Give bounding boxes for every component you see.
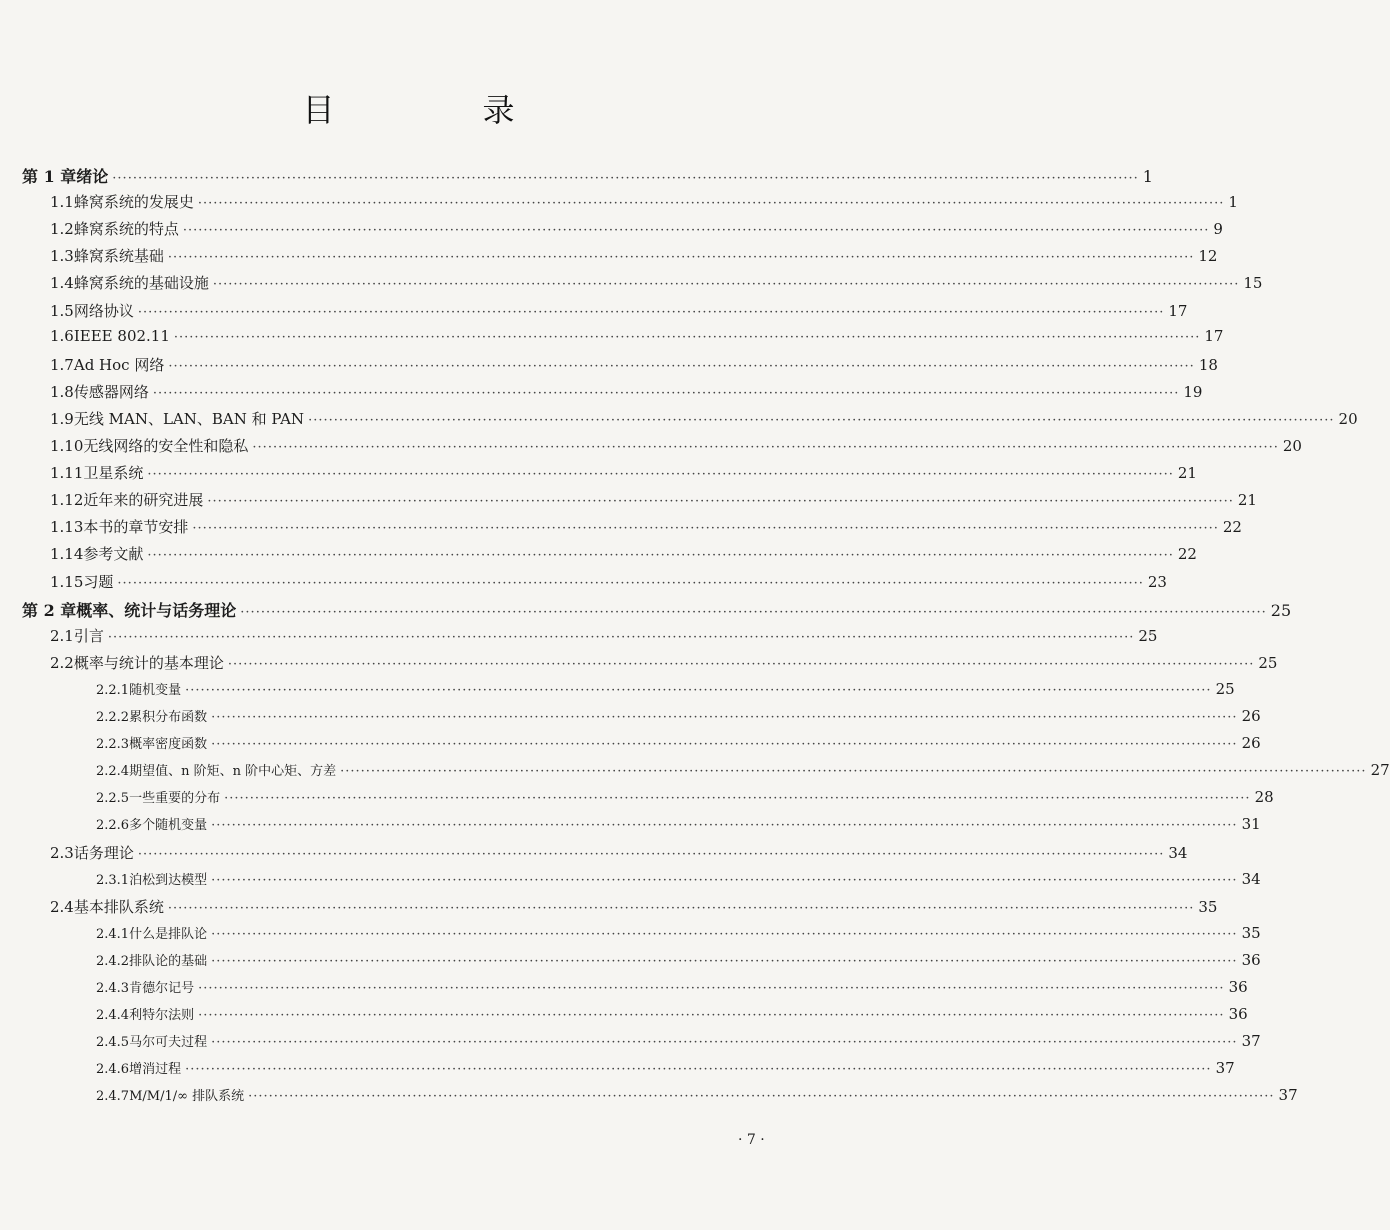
toc-entry-number: 2.4.4: [96, 1008, 130, 1024]
toc-entry-title: 随机变量: [129, 682, 182, 698]
toc-entry-page: 20: [1282, 437, 1302, 455]
toc-leader-dots: ········································································································································································································: [252, 440, 1279, 455]
toc-entry: [0, 191, 1238, 218]
toc-entry-number: 2.2.1: [96, 682, 130, 698]
toc-leader-dots: ········································································································································································································: [211, 1035, 1238, 1051]
toc-entry-title: 利特尔法则: [129, 1008, 195, 1024]
toc-entry-page: 20: [1338, 409, 1358, 428]
toc-entry-title: 蜂窝系统的特点: [73, 220, 179, 239]
toc-entry-page: 23: [1147, 572, 1167, 591]
toc-entry: [0, 272, 1263, 299]
toc-entry: [0, 543, 1197, 570]
toc-entry-number: 2.4.3: [96, 981, 130, 996]
toc-entry-page: 22: [1177, 545, 1197, 564]
toc-entry: [0, 679, 1235, 706]
toc-entry-title: 卫星系统: [83, 464, 144, 483]
toc-entry: [0, 300, 1188, 327]
toc-entry-title: 绪论: [76, 167, 109, 186]
toc-entry-title: Ad Hoc 网络: [73, 355, 165, 374]
toc-leader-dots: ········································································································································································································: [185, 1062, 1212, 1078]
toc-entry-title: 马尔可夫过程: [129, 1035, 208, 1051]
toc-entry: [0, 571, 1167, 598]
page-number: · 7 ·: [738, 1132, 765, 1148]
toc-leader-dots: ········································································································································································································: [197, 196, 1225, 212]
toc-entry-number: 1.9: [50, 409, 74, 428]
toc-entry: [0, 787, 1274, 814]
toc-leader-dots: ········································································································································································································: [308, 412, 1335, 428]
toc-entry: [0, 164, 1153, 191]
toc-entry-page: 1: [1228, 193, 1238, 212]
toc-entry-title: 肯德尔记号: [129, 981, 195, 996]
toc-leader-dots: ········································································································································································································: [168, 358, 1195, 374]
toc-leader-dots: ········································································································································································································: [152, 385, 1180, 401]
toc-entry-page: 26: [1241, 707, 1261, 725]
toc-entry-title: 本书的章节安排: [83, 518, 189, 537]
toc-entry-title: 期望值、n 阶矩、n 阶中心矩、方差: [129, 764, 337, 780]
toc-entry-number: 2.3: [50, 843, 74, 862]
toc-leader-dots: ········································································································································································································: [211, 872, 1238, 888]
toc-entry-page: 1: [1142, 167, 1153, 186]
toc-entry-page: 37: [1241, 1032, 1261, 1051]
toc-entry: [0, 435, 1302, 462]
toc-entry-page: 19: [1183, 382, 1203, 401]
toc-entry-page: 34: [1168, 843, 1188, 862]
toc-entry-number: 2.4.7: [96, 1089, 130, 1105]
toc-leader-dots: ········································································································································································································: [117, 575, 1144, 591]
toc-leader-dots: ········································································································································································································: [248, 1089, 1275, 1105]
toc-entry: [0, 1031, 1261, 1058]
toc-entry-page: 31: [1241, 815, 1261, 834]
toc-entry-title: 无线网络的安全性和隐私: [83, 437, 249, 455]
toc-entry: [0, 489, 1257, 516]
toc-entry-page: 34: [1241, 869, 1261, 888]
toc-entry: [0, 896, 1218, 923]
toc-entry-number: 2.2.4: [96, 764, 130, 780]
toc-entry-number: 1.12: [50, 491, 84, 510]
toc-leader-dots: ········································································································································································································: [212, 277, 1240, 293]
toc-entry-title: 累积分布函数: [129, 710, 208, 725]
toc-entry: [0, 245, 1218, 272]
toc-entry-title: 概率、统计与话务理论: [76, 600, 237, 620]
toc-entry: [0, 516, 1242, 543]
toc-entry-page: 21: [1177, 464, 1197, 483]
toc-leader-dots: ········································································································································································································: [211, 737, 1238, 753]
toc-leader-dots: ········································································································································································································: [211, 926, 1238, 942]
toc-entry: [0, 923, 1261, 950]
toc-entry-title: 概率与统计的基本理论: [73, 653, 224, 672]
toc-entry: [0, 354, 1218, 381]
toc-entry-number: 1.13: [50, 518, 84, 537]
toc-entry: [0, 733, 1261, 760]
toc-entry-number: 1.11: [50, 464, 84, 483]
toc-entry: [0, 462, 1197, 489]
toc-entry-title: 蜂窝系统的发展史: [73, 193, 194, 212]
toc-entry-page: 25: [1138, 626, 1158, 645]
toc-leader-dots: ········································································································································································································: [240, 604, 1267, 620]
toc-leader-dots: ········································································································································································································: [137, 304, 1165, 320]
toc-entry: [0, 950, 1261, 977]
toc-leader-dots: ········································································································································································································: [147, 467, 1174, 483]
toc-entry-title: 蜂窝系统基础: [73, 247, 164, 266]
toc-entry-title: 排队论的基础: [129, 953, 208, 969]
toc-entry-number: 1.15: [50, 572, 84, 591]
toc-leader-dots: ········································································································································································································: [207, 494, 1234, 510]
toc-entry-number: 1.7: [50, 355, 74, 374]
toc-entry-title: 泊松到达模型: [129, 872, 208, 888]
toc-leader-dots: ········································································································································································································: [198, 981, 1225, 996]
toc-entry-number: 2.4.6: [96, 1062, 130, 1078]
toc-entry-page: 21: [1237, 491, 1257, 510]
toc-entry-number: 1.8: [50, 382, 74, 401]
toc-entry-number: 2.2.6: [96, 818, 130, 834]
toc-leader-dots: ········································································································································································································: [167, 250, 1195, 266]
toc-entry-title: 增消过程: [129, 1062, 182, 1078]
toc-leader-dots: ········································································································································································································: [211, 710, 1238, 725]
toc-entry-number: 1.4: [50, 274, 74, 293]
toc-entry-title: 近年来的研究进展: [83, 491, 204, 510]
toc-entry-page: 9: [1213, 220, 1223, 239]
toc-entry-title: 话务理论: [73, 843, 134, 862]
toc-leader-dots: ········································································································································································································: [340, 764, 1367, 780]
toc-entry-title: 蜂窝系统的基础设施: [73, 274, 209, 293]
toc-entry: [0, 625, 1158, 652]
toc-entry-page: 36: [1241, 950, 1261, 969]
toc-entry-page: 35: [1198, 897, 1218, 916]
toc-entry: [0, 326, 1224, 354]
toc-leader-dots: ········································································································································································································: [211, 818, 1238, 834]
toc-entry-number: 1.14: [50, 545, 84, 564]
toc-entry-number: 1.5: [50, 301, 74, 320]
toc-entry-number: 1.3: [50, 247, 74, 266]
toc-entry-number: 2.3.1: [96, 872, 130, 888]
toc-entry-title: 概率密度函数: [129, 737, 208, 753]
toc-entry-title: 习题: [83, 572, 114, 591]
toc-leader-dots: ········································································································································································································: [198, 1008, 1225, 1024]
toc-entry-page: 17: [1204, 326, 1224, 345]
toc-entry: [0, 381, 1203, 408]
toc-entry-title: 一些重要的分布: [129, 791, 221, 807]
toc-entry-number: 1.10: [50, 437, 84, 455]
toc-entry-number: 1.1: [50, 193, 74, 212]
toc-entry-page: 22: [1222, 518, 1242, 537]
toc-entry-page: 26: [1241, 734, 1261, 753]
toc-entry-page: 25: [1258, 653, 1278, 672]
toc-entry: [0, 1058, 1235, 1085]
toc-entry: [0, 408, 1358, 435]
toc-entry: [0, 977, 1248, 1004]
toc-leader-dots: ········································································································································································································: [112, 171, 1139, 186]
toc-entry-page: 36: [1228, 978, 1248, 996]
toc-entry-title: M/M/1/∞ 排队系统: [129, 1089, 245, 1105]
page-title: 目 录: [302, 91, 573, 129]
toc-entry: [0, 760, 1390, 787]
toc-leader-dots: ········································································································································································································: [107, 629, 1135, 645]
toc-leader-dots: ········································································································································································································: [185, 682, 1212, 698]
toc-leader-dots: ········································································································································································································: [192, 521, 1219, 537]
toc-entry-number: 2.2.5: [96, 791, 130, 807]
toc-entry-number: 2.4.1: [96, 926, 130, 942]
toc-entry: [0, 706, 1261, 733]
toc-entry: [0, 1004, 1248, 1031]
toc-entry-number: 2.4: [50, 897, 74, 916]
toc-entry-page: 37: [1278, 1086, 1298, 1105]
toc-entry: [0, 598, 1292, 625]
toc-entry-number: 1.6: [50, 326, 74, 345]
toc-entry: [0, 652, 1278, 679]
toc-leader-dots: ········································································································································································································: [211, 953, 1238, 969]
toc-leader-dots: ········································································································································································································: [137, 846, 1165, 862]
toc-entry-title: 引言: [73, 626, 104, 645]
toc-entry-title: 基本排队系统: [73, 897, 164, 916]
toc-entry-page: 35: [1241, 923, 1261, 942]
toc-entry-number: 第 2 章: [22, 600, 77, 620]
toc-entry-number: 2.2.3: [96, 737, 130, 753]
toc-leader-dots: ········································································································································································································: [167, 900, 1195, 916]
toc-entry-number: 1.2: [50, 220, 74, 239]
toc-entry-title: 传感器网络: [73, 382, 149, 401]
toc-entry-page: 28: [1254, 788, 1274, 807]
toc-entry-title: 什么是排队论: [129, 926, 208, 942]
toc-entry-page: 37: [1215, 1059, 1235, 1078]
toc-leader-dots: ········································································································································································································: [147, 548, 1174, 564]
toc-entry-number: 第 1 章: [22, 167, 77, 186]
toc-entry-page: 36: [1228, 1005, 1248, 1024]
toc-entry-page: 15: [1243, 274, 1263, 293]
toc-leader-dots: ········································································································································································································: [224, 791, 1251, 807]
toc-entry-number: 2.1: [50, 626, 74, 645]
toc-leader-dots: ········································································································································································································: [173, 329, 1201, 345]
toc-entry-title: IEEE 802.11: [73, 326, 170, 345]
toc-entry-page: 27: [1370, 761, 1390, 780]
toc-entry-number: 2.4.2: [96, 953, 130, 969]
toc-entry: [0, 842, 1188, 869]
toc-entry-page: 18: [1198, 355, 1218, 374]
toc-entry-number: 2.2: [50, 653, 74, 672]
toc-entry-title: 参考文献: [83, 545, 144, 564]
toc-entry-title: 无线 MAN、LAN、BAN 和 PAN: [73, 409, 305, 428]
toc-entry: [0, 869, 1261, 896]
toc-entry-page: 25: [1215, 679, 1235, 698]
toc-entry: [0, 814, 1261, 841]
toc-entry-page: 25: [1270, 600, 1292, 620]
toc-entry-page: 12: [1198, 247, 1218, 266]
toc-entry-number: 2.2.2: [96, 710, 130, 725]
toc-entry-page: 17: [1168, 301, 1188, 320]
toc-leader-dots: ········································································································································································································: [182, 223, 1210, 239]
toc-entry-number: 2.4.5: [96, 1035, 130, 1051]
toc-entry-title: 多个随机变量: [129, 818, 208, 834]
toc-entry: [0, 218, 1223, 245]
toc-leader-dots: ········································································································································································································: [227, 656, 1255, 672]
toc-entry: [0, 1085, 1298, 1112]
toc-entry-title: 网络协议: [73, 301, 134, 320]
